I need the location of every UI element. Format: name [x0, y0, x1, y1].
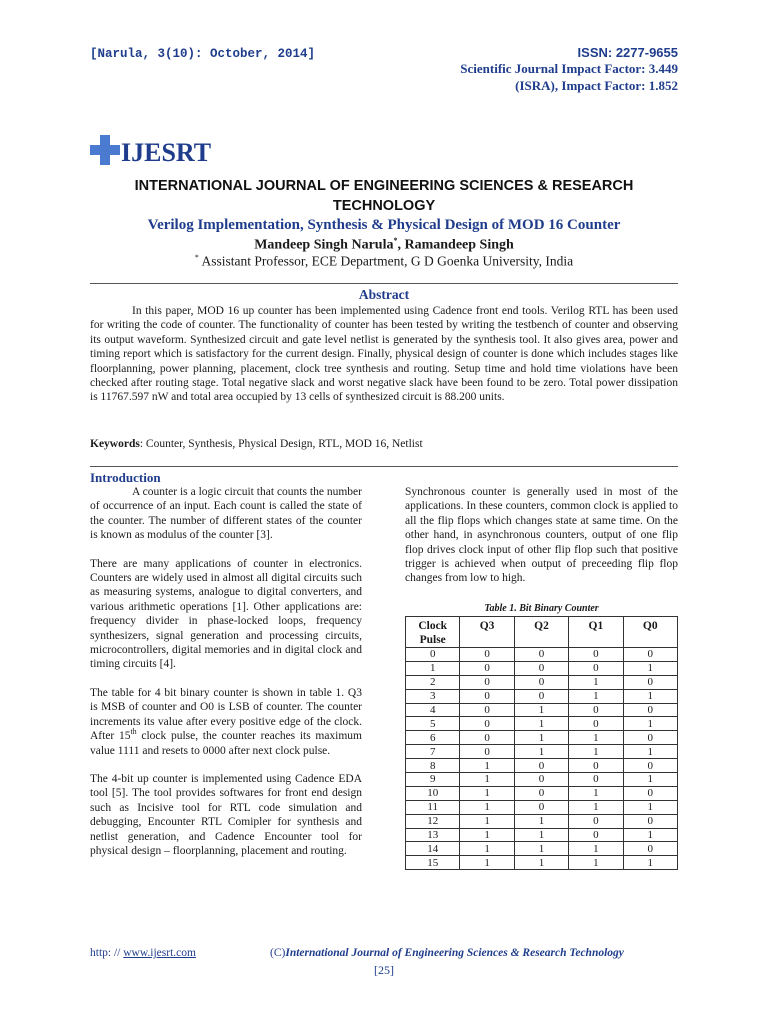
author-mark: *	[393, 236, 398, 245]
table-cell: 1	[569, 800, 623, 814]
table-cell: 9	[406, 773, 460, 787]
table-cell: 0	[623, 731, 677, 745]
table-cell: 1	[514, 828, 568, 842]
abstract-text: In this paper, MOD 16 up counter has been implemented using Cadence front end tools. Verilog RTL has been used for writing the code of counter. The functionality of counter has been tested by writing the testbench of counter and observing its output waveform. Synthesized circuit and gate level netlist is generated by the synthesis tool. It also gives area, power and timing report which is satisfactory for the current design. Finally, physical design of counter is done which includes stages like floorplanning, power planning, placement, clock tree synthesis and routing. Setup time and hold time violations have been checked after routing stage. Total negative slack and worst negative slack have been found to be zero. Total power dissipation is 11767.597 nW and total area occupied by 13 cells of synthesized circuit is 88.200 units.	[90, 305, 678, 404]
table-row	[406, 703, 678, 717]
table-cell: 0	[569, 759, 623, 773]
table-row	[406, 675, 678, 689]
table-cell: 1	[623, 745, 677, 759]
table-cell: 1	[623, 773, 677, 787]
table-cell: 12	[406, 814, 460, 828]
footer-journal	[270, 947, 670, 959]
footer-copyright: (C)	[270, 947, 286, 959]
table-cell: 0	[623, 759, 677, 773]
table-cell: 0	[514, 773, 568, 787]
intro-paragraph-1: A counter is a logic circuit that counts the number of occurrence of an input. Each count is called the state of the counter. The number of different states of the counter is known as modulus of the counter [3].	[90, 486, 362, 542]
table-cell: 0	[569, 717, 623, 731]
author-second: , Ramandeep Singh	[397, 237, 514, 253]
table-cell: 0	[623, 814, 677, 828]
right-column	[405, 485, 678, 600]
table-cell: 0	[460, 731, 514, 745]
footer-url-prefix: http: //	[90, 947, 124, 959]
table-cell: 3	[406, 689, 460, 703]
table-row	[406, 717, 678, 731]
table-cell: 1	[623, 717, 677, 731]
table-cell: 1	[460, 786, 514, 800]
table-cell: 1	[623, 800, 677, 814]
footer-journal-name: International Journal of Engineering Sciences & Research Technology	[285, 947, 624, 959]
table-cell: 14	[406, 842, 460, 856]
table-cell: 1	[569, 856, 623, 870]
table-cell: 4	[406, 703, 460, 717]
table-cell: 1	[569, 786, 623, 800]
table-cell: 0	[406, 648, 460, 662]
table-row	[406, 814, 678, 828]
table-cell: 1	[569, 745, 623, 759]
plus-cross-icon	[90, 135, 120, 165]
table-cell: 1	[514, 717, 568, 731]
binary-counter-table	[405, 616, 678, 870]
intro-p3-part-a: The table for 4 bit binary counter is shown in table 1. Q3 is MSB of counter and O0 is LSB of counter. The counter increments its value after every positive edge of the clock. After 15	[90, 686, 362, 743]
authors	[90, 236, 678, 254]
table-row	[406, 773, 678, 787]
table-cell: 0	[460, 661, 514, 675]
table-row	[406, 800, 678, 814]
table-caption: Table 1. Bit Binary Counter	[484, 603, 599, 614]
intro-paragraph-3	[90, 686, 362, 758]
header-q2: Q2	[514, 617, 568, 648]
table-cell: 0	[623, 842, 677, 856]
intro-paragraph-2: There are many applications of counter in electronics. Counters are widely used in almost all digital circuits such as measuring systems, analogue to digital converters, and various arithmetic operations [1]. Other applications are: frequency divider in phase-locked loops, frequency synthesizers, signal generation and processing circuits, microcontrollers, digital memories and in digital clock and timing circuits [4].	[90, 557, 362, 671]
header-clock-pulse: Clock Pulse	[406, 617, 460, 648]
table-cell: 0	[514, 675, 568, 689]
keywords-label: Keywords	[90, 438, 140, 450]
table-cell: 0	[514, 661, 568, 675]
table-cell: 1	[460, 759, 514, 773]
footer-url	[90, 947, 196, 959]
header-q3: Q3	[460, 617, 514, 648]
table-cell: 5	[406, 717, 460, 731]
table-row	[406, 689, 678, 703]
affiliation-text: Assistant Professor, ECE Department, G D Goenka University, India	[198, 253, 574, 269]
table-row	[406, 661, 678, 675]
table-cell: 1	[569, 675, 623, 689]
paper-title: Verilog Implementation, Synthesis & Physical Design of MOD 16 Counter	[147, 217, 621, 233]
table-cell: 1	[460, 800, 514, 814]
table-cell: 0	[460, 675, 514, 689]
impact-factor-sjif: Scientific Journal Impact Factor: 3.449	[460, 61, 678, 76]
table-cell: 0	[623, 786, 677, 800]
table-cell: 1	[623, 856, 677, 870]
table-cell: 0	[623, 675, 677, 689]
table-cell: 2	[406, 675, 460, 689]
header-q1: Q1	[569, 617, 623, 648]
table-cell: 0	[460, 689, 514, 703]
journal-logo	[90, 134, 211, 168]
page-number: [25]	[374, 963, 394, 977]
table-cell: 1	[514, 745, 568, 759]
table-cell: 1	[514, 842, 568, 856]
table-cell: 0	[514, 786, 568, 800]
keywords-text: : Counter, Synthesis, Physical Design, RTL, MOD 16, Netlist	[139, 438, 423, 450]
table-cell: 1	[623, 689, 677, 703]
table-cell: 13	[406, 828, 460, 842]
table-cell: 0	[460, 648, 514, 662]
introduction-heading: Introduction	[90, 470, 161, 485]
table-cell: 0	[514, 759, 568, 773]
table-cell: 8	[406, 759, 460, 773]
issn: ISSN: 2277-9655	[577, 45, 678, 60]
table-cell: 10	[406, 786, 460, 800]
table-cell: 0	[569, 661, 623, 675]
affiliation-mark: *	[194, 253, 199, 262]
table-cell: 1	[406, 661, 460, 675]
table-cell: 7	[406, 745, 460, 759]
table-cell: 1	[460, 773, 514, 787]
citation: [Narula, 3(10): October, 2014]	[90, 47, 316, 61]
table-cell: 11	[406, 800, 460, 814]
intro-paragraph-4: The 4-bit up counter is implemented using Cadence EDA tool [5]. The tool provides softwares for front end design such as Incisive tool for RTL code simulation and debugging, Encounter RTL Comipler for synthesis and netlist generation, and Cadence Encounter tool for physical design – floorplanning, placement and routing.	[90, 772, 362, 857]
keywords	[90, 438, 678, 450]
table-cell: 1	[514, 731, 568, 745]
table-cell: 1	[569, 731, 623, 745]
header-q0: Q0	[623, 617, 677, 648]
table-cell: 0	[514, 800, 568, 814]
abstract-heading: Abstract	[358, 287, 410, 302]
table-cell: 0	[460, 703, 514, 717]
table-cell: 0	[514, 689, 568, 703]
table-cell: 0	[623, 703, 677, 717]
author-first: Mandeep Singh Narula	[254, 237, 394, 253]
divider-bottom	[90, 466, 678, 467]
table-cell: 1	[460, 814, 514, 828]
table-cell: 0	[569, 814, 623, 828]
table-cell: 0	[569, 828, 623, 842]
table-row	[406, 842, 678, 856]
table-header-row	[406, 617, 678, 648]
table-row	[406, 759, 678, 773]
table-row	[406, 786, 678, 800]
table-cell: 0	[569, 773, 623, 787]
table-cell: 1	[460, 842, 514, 856]
website-link[interactable]: www.ijesrt.com	[123, 947, 196, 959]
table-row	[406, 828, 678, 842]
table-cell: 6	[406, 731, 460, 745]
journal-title: INTERNATIONAL JOURNAL OF ENGINEERING SCIENCES & RESEARCH TECHNOLOGY	[134, 178, 634, 214]
table-cell: 1	[460, 856, 514, 870]
table-cell: 1	[514, 856, 568, 870]
right-paragraph-1: Synchronous counter is generally used in most of the applications. In these counters, common clock is applied to all the flip flops which changes state at same time. On the other hand, in asynchronous counters, output of one flip flop drives clock input of other flip flop such that positive trigger is achieved when output of preceeding flip flop changes from low to high.	[405, 486, 678, 585]
table-cell: 1	[514, 703, 568, 717]
table-cell: 0	[569, 648, 623, 662]
journal-metrics	[460, 45, 678, 94]
table-cell: 1	[623, 828, 677, 842]
table-row	[406, 745, 678, 759]
table-row	[406, 731, 678, 745]
affiliation	[90, 253, 678, 270]
table-cell: 1	[623, 661, 677, 675]
intro-p3-sup: th	[130, 727, 137, 737]
divider-top	[90, 283, 678, 284]
left-column	[90, 485, 362, 872]
table-cell: 1	[514, 814, 568, 828]
table-cell: 0	[569, 703, 623, 717]
table-cell: 1	[569, 689, 623, 703]
table-cell: 0	[623, 648, 677, 662]
intro-p3-part-b: clock pulse, the counter reaches its maximum value 1111 and resets to 0000 after next clock pulse.	[90, 730, 363, 757]
table-cell: 0	[460, 717, 514, 731]
logo-text: IJESRT	[121, 138, 212, 167]
table-cell: 15	[406, 856, 460, 870]
table-cell: 0	[460, 745, 514, 759]
table-cell: 1	[460, 828, 514, 842]
impact-factor-isra: (ISRA), Impact Factor: 1.852	[515, 78, 678, 93]
table-cell: 1	[569, 842, 623, 856]
table-row	[406, 648, 678, 662]
table-cell: 0	[514, 648, 568, 662]
table-row	[406, 856, 678, 870]
